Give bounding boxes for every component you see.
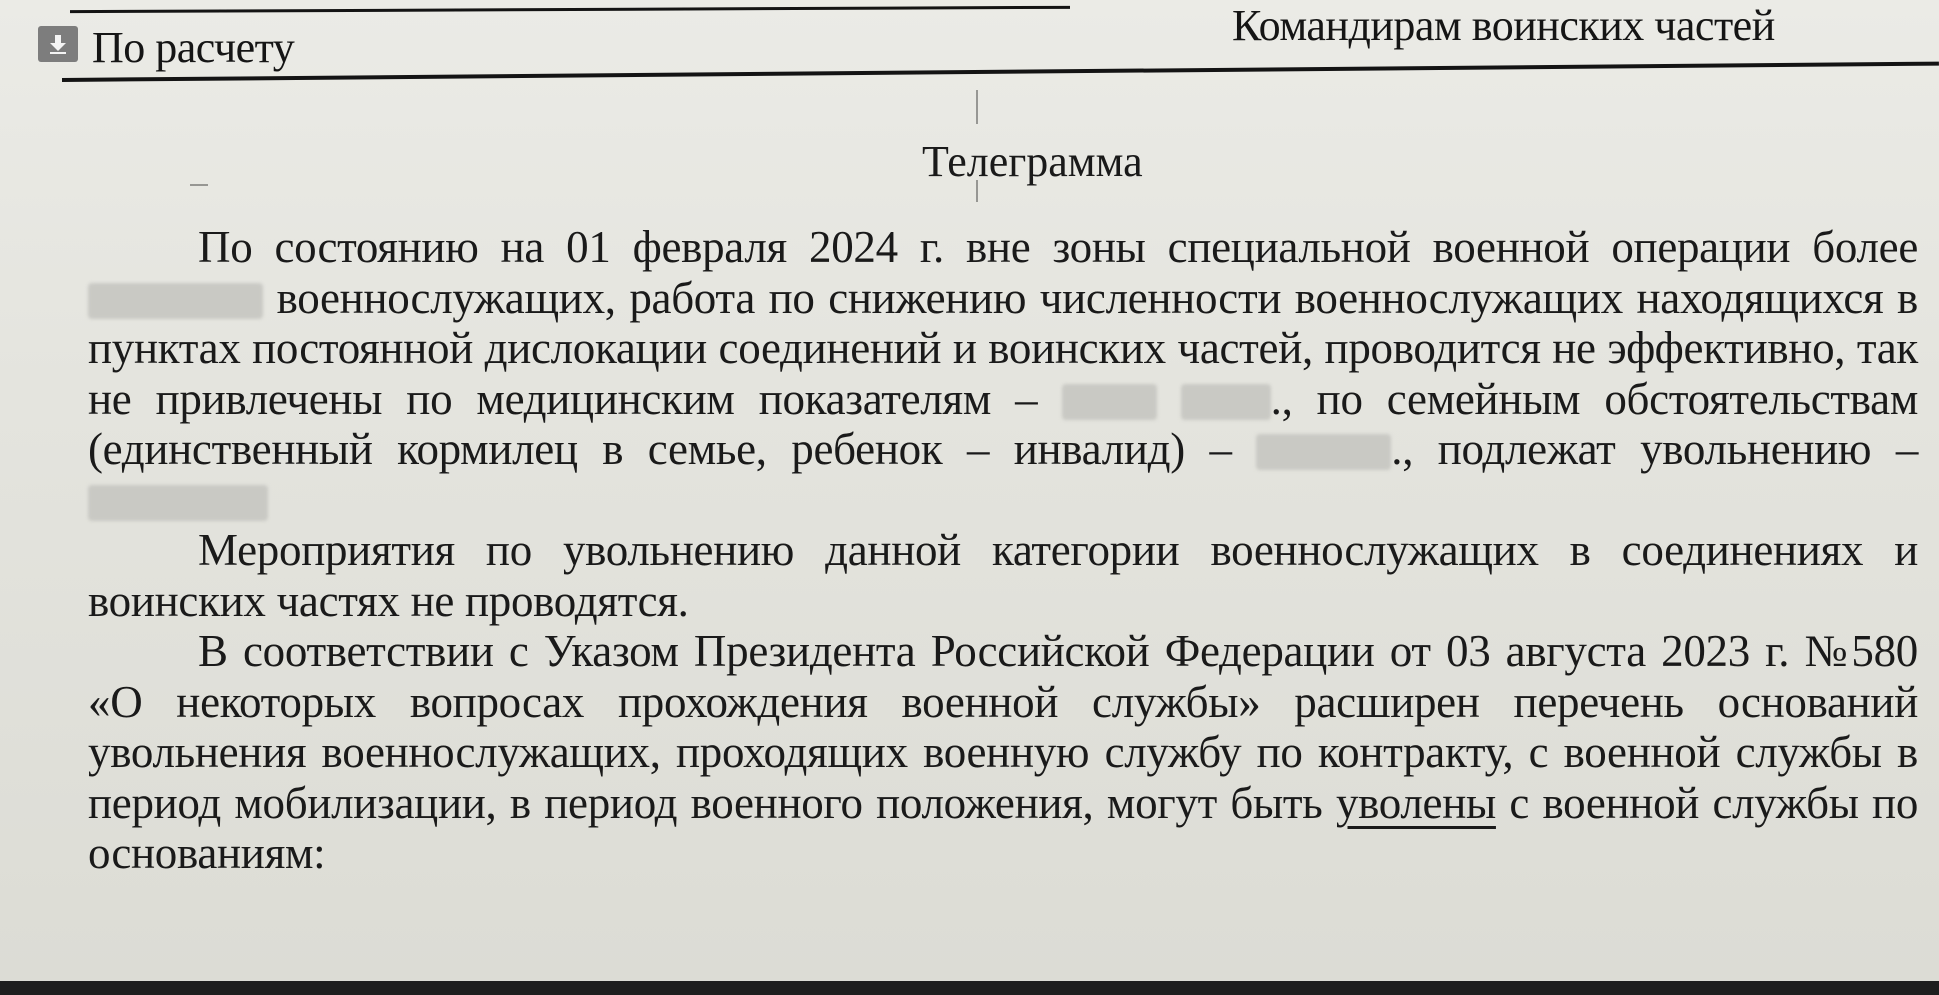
paragraph-1-part-a: По состоянию на 01 февраля 2024 г. вне зоны специальной военной операции более bbox=[198, 222, 1918, 272]
paragraph-2: Мероприятия по увольнению данной категории военнослужащих в соединениях и воинских частях не проводятся. bbox=[88, 525, 1918, 626]
paragraph-1-part-c: ., по семейным обстоятельствам (единственный кормилец в семье, ребенок – инвалид) – bbox=[88, 373, 1919, 474]
download-icon bbox=[47, 33, 69, 55]
header-bottom-rule bbox=[62, 62, 1939, 82]
redaction-block bbox=[1181, 384, 1271, 420]
redaction-block bbox=[88, 485, 268, 521]
download-button[interactable] bbox=[38, 26, 78, 62]
header-right-text: Командирам воинских частей bbox=[1232, 1, 1775, 50]
paragraph-3-part-b: с военной службы по основаниям: bbox=[88, 777, 1919, 878]
paragraph-3-part-a: В соответствии с Указом Президента Российской Федерации от 03 августа 2023 г. №580 «О некоторых вопросах прохождения военной службы» расширен перечень оснований увольнения военнослужащих, проходящих военную службу по контракту, с военной службы в период мобилизации, в период военного положения, могут быть bbox=[88, 626, 1918, 828]
fold-mark bbox=[976, 90, 978, 124]
paragraph-1 bbox=[88, 222, 1918, 525]
header-top-rule bbox=[70, 6, 1070, 13]
redaction-block bbox=[1256, 434, 1391, 470]
header-left-text: По расчету bbox=[92, 23, 295, 72]
paragraph-1-part-d: ., подлежат увольнению – bbox=[1391, 424, 1919, 474]
underlined-word: уволены bbox=[1335, 777, 1496, 828]
document-title: Телеграмма bbox=[922, 137, 1143, 186]
bottom-edge-bar bbox=[0, 981, 1939, 995]
paragraph-3 bbox=[88, 626, 1918, 879]
redaction-block bbox=[88, 283, 263, 319]
redaction-block bbox=[1062, 384, 1157, 420]
paragraph-1-part-b: военнослужащих, работа по снижению численности военнослужащих находящихся в пунктах постоянной дислокации соединений и воинских частей, проводится не эффективно, так не привлечены по медицинским показателям – bbox=[88, 272, 1918, 424]
document-body bbox=[88, 222, 1918, 879]
fold-mark bbox=[190, 184, 208, 186]
